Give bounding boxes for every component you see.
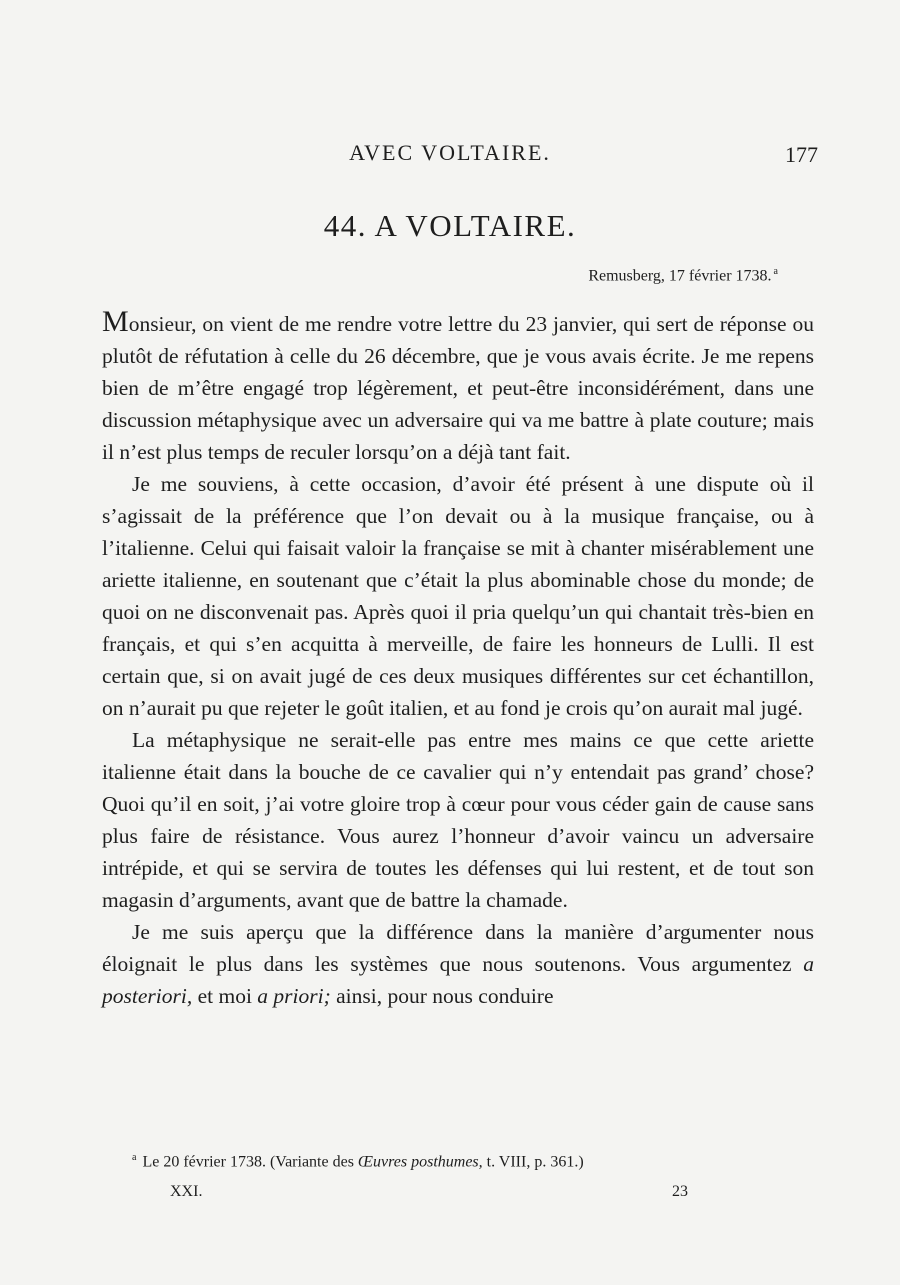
footnote-text-start: Le 20 février 1738. (Variante des [142, 1153, 358, 1171]
paragraph-4-text-end: ainsi, pour nous conduire [330, 984, 554, 1008]
letter-body [102, 306, 814, 1012]
footnote-mark: a [132, 1152, 137, 1163]
dateline [588, 266, 778, 285]
latin-term-priori: a priori; [257, 984, 331, 1008]
page-number: 177 [785, 142, 818, 167]
footnote-work-title: Œuvres posthumes, [357, 1153, 483, 1171]
paragraph-1 [102, 306, 814, 468]
paragraph-4-text-middle: et moi [192, 984, 258, 1008]
sheet-signature: 23 [672, 1183, 688, 1200]
latin-term-posteriori: a posteriori, [102, 952, 814, 1008]
footnote-text-end: t. VIII, p. 361.) [482, 1153, 584, 1171]
footnote-reference: a [773, 266, 778, 277]
paragraph-4-text-start: Je me suis aperçu que la différence dans la manière d’argumenter nous éloignait le plus dans les systèmes que nous soutenons. Vous argumentez [102, 920, 814, 976]
volume-signature: XXI. [170, 1183, 203, 1200]
footnote [132, 1152, 584, 1171]
letter-title: 44. A VOLTAIRE. [323, 208, 577, 243]
dateline-text: Remusberg, 17 février 1738. [588, 267, 772, 285]
drop-cap: M [102, 305, 129, 338]
paragraph-1-text: onsieur, on vient de me rendre votre lettre du 23 janvier, qui sert de réponse ou plutôt de réfutation à celle du 26 décembre, que je vous avais écrite. Je me repens bien de m’être engagé trop légèrement, et peut-être inconsidérément, dans une discussion métaphysique avec un adversaire qui va me battre à plate couture; mais il n’est plus temps de reculer lorsqu’on a déjà tant fait. [102, 312, 814, 464]
running-head [0, 140, 900, 170]
running-title: AVEC VOLTAIRE. [349, 140, 551, 165]
paragraph-3: La métaphysique ne serait-elle pas entre mes mains ce que cette ariette italienne était dans la bouche de ce cavalier qui n’y entendait pas grand’ chose? Quoi qu’il en soit, j’ai votre gloire trop à cœur pour vous céder gain de cause sans plus faire de résistance. Vous aurez l’honneur d’avoir vaincu un adversaire intrépide, et qui se servira de toutes les défenses qui lui restent, et de tout son magasin d’arguments, avant que de battre la chamade. [102, 728, 814, 912]
paragraph-2: Je me souviens, à cette occasion, d’avoir été présent à une dispute où il s’agissait de la préférence que l’on devait ou à la musique française, ou à l’italienne. Celui qui faisait valoir la française se mit à chanter misérablement une ariette italienne, en soutenant que c’était la plus abominable chose du monde; de quoi on ne disconvenait pas. Après quoi il pria quelqu’un qui chantait très-bien en français, et qui s’en acquitta à merveille, de faire les honneurs de Lulli. Il est certain que, si on avait jugé de ces deux musiques différentes sur cet échantillon, on n’aurait pu que rejeter le goût italien, et au fond je crois qu’on aurait mal jugé. [102, 472, 814, 720]
paragraph-4 [102, 916, 814, 1012]
